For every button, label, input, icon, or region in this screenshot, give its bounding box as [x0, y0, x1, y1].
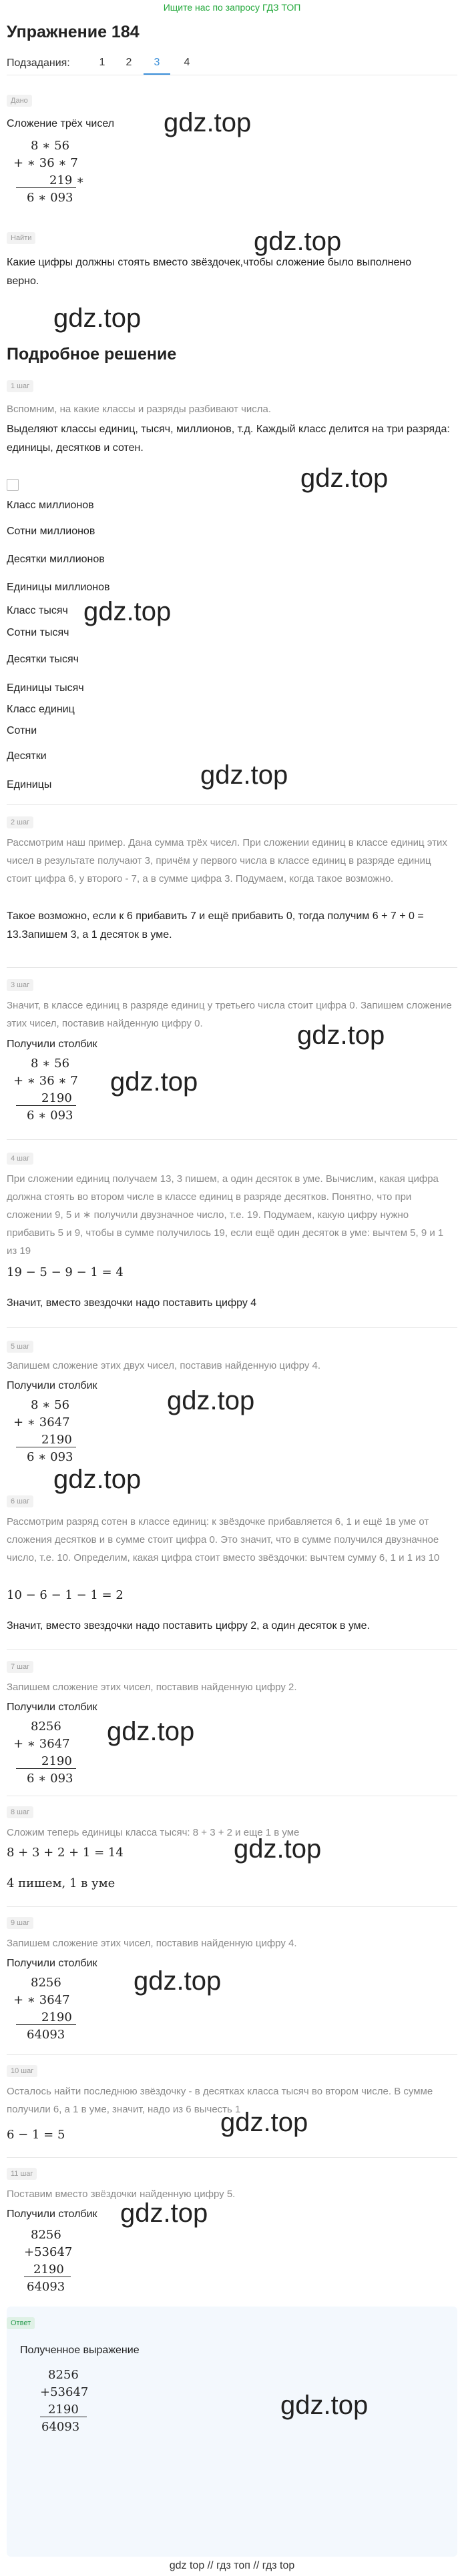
class-item: Класс тысяч: [7, 605, 68, 616]
watermark: gdz.top: [200, 760, 288, 790]
watermark: gdz.top: [53, 303, 142, 333]
step-3-badge: 3 шаг: [7, 979, 33, 991]
watermark: gdz.top: [164, 108, 252, 137]
watermark: gdz.top: [220, 2108, 308, 2137]
class-item: Сотни тысяч: [7, 627, 69, 638]
class-item: Десятки тысяч: [7, 654, 79, 665]
step-3-column: 8 ∗ 56 + ∗ 36 ∗ 7 2190 6 ∗ 093: [13, 1057, 78, 1123]
watermark: gdz.top: [120, 2198, 208, 2228]
class-item: Сотни миллионов: [7, 526, 95, 537]
step-11-gray: Поставим вместо звёздочки найденную цифру 5.: [7, 2188, 236, 2200]
footer-separator: //: [207, 2560, 214, 2571]
step-4-text: Значит, вместо звездочки надо поставить цифру 4: [7, 1297, 257, 1309]
step-4-badge: 4 шаг: [7, 1153, 33, 1165]
step-11-text: Получили столбик: [7, 2208, 97, 2220]
answer-badge: Ответ: [7, 2317, 35, 2329]
watermark: gdz.top: [110, 1067, 198, 1097]
step-2-badge: 2 шаг: [7, 816, 33, 828]
step-6-gray: Рассмотрим разряд сотен в классе единиц: к звёздочке прибавляется 6, 1 и ещё 1в уме от сложения десятков и в сумме стоит цифра 0. Это значит, что в сумме получился двузначное число, т.е. 10. Определим, какая цифра стоит вместо звёздочки: вычтем сумму 6, 1 и 1 из 10: [7, 1516, 440, 1563]
step-3-gray: Значит, в классе единиц в разряде единиц у третьего числа стоит цифра 0. Запишем сложение этих чисел, поставив найденную цифру 0.: [7, 1000, 452, 1029]
step-9-text: Получили столбик: [7, 1958, 97, 1969]
solution-title: Подробное решение: [7, 345, 177, 364]
step-11-badge: 11 шаг: [7, 2168, 37, 2180]
step-2-gray: Рассмотрим наш пример. Дана сумма трёх чисел. При сложении единиц в классе единиц этих чисел в результате получают 3, причём у первого числа в классе единиц в разряде единиц стоит цифра 6, у второго - 7, а в сумме цифра 3. Подумаем, когда такое возможно.: [7, 837, 447, 884]
watermark: gdz.top: [167, 1386, 255, 1415]
class-item: Сотни: [7, 725, 37, 736]
watermark: gdz.top: [280, 2391, 369, 2420]
step-7-text: Получили столбик: [7, 1702, 97, 1713]
watermark: gdz.top: [254, 227, 342, 256]
step-8-gray: Сложим теперь единицы класса тысяч: 8 + 3 + 2 и еще 1 в уме: [7, 1827, 300, 1838]
step-4-gray: При сложении единиц получаем 13, 3 пишем, а один десяток в уме. Вычислим, какая цифра должна стоять во втором числе в классе единиц в разряде десятков. Понятно, что при сложении 9, 5 и ∗ получили двузначное число, т.е. 19. Подумаем, какую цифру нужно прибавить 5 и 9, чтобы в сумме получилось 19, если ещё один десяток в уме: вычтем 5, 9 и 1 из 19: [7, 1173, 444, 1257]
step-9-column: 8256 + ∗ 3647 2190 64093: [7, 1976, 87, 2049]
step-2-text: Такое возможно, если к 6 прибавить 7 и ещё прибавить 0, тогда получим 6 + 7 + 0 = 13.Запишем 3, а 1 десяток в уме.: [7, 910, 424, 940]
watermark: gdz.top: [134, 1966, 222, 1996]
class-item: Десятки миллионов: [7, 554, 105, 565]
step-10-badge: 10 шаг: [7, 2065, 37, 2077]
step-1-gray: Вспомним, на какие классы и разряды разбивают числа.: [7, 404, 272, 415]
step-8-text: 4 пишем, 1 в уме: [7, 1876, 115, 1890]
class-item: Десятки: [7, 750, 47, 762]
step-1-badge: 1 шаг: [7, 380, 33, 392]
subtasks-label: Подзадания:: [7, 57, 70, 69]
step-3-text: Получили столбик: [7, 1039, 97, 1050]
page-title: Упражнение 184: [7, 23, 140, 41]
step-9-gray: Запишем сложение этих чисел, поставив найденную цифру 4.: [7, 1938, 297, 1949]
step-7-badge: 7 шаг: [7, 1661, 33, 1673]
footer: [0, 2560, 464, 2572]
divider: [7, 1327, 457, 1328]
step-6-text: Значит, вместо звездочки надо поставить цифру 2, а один десяток в уме.: [7, 1620, 370, 1632]
step-11-column: 8256 +53647 2190 64093: [24, 2228, 73, 2294]
checkbox[interactable]: [7, 479, 19, 491]
find-badge: Найти: [7, 232, 35, 244]
divider: [7, 2054, 457, 2055]
step-7-gray: Запишем сложение этих чисел, поставив найденную цифру 2.: [7, 1682, 297, 1693]
step-10-formula: 6 − 1 = 5: [7, 2128, 65, 2142]
step-4-formula: 19 − 5 − 9 − 1 = 4: [7, 1265, 124, 1279]
class-item: Класс миллионов: [7, 500, 94, 511]
class-item: Единицы: [7, 779, 52, 790]
footer-separator: //: [253, 2560, 260, 2571]
watermark: gdz.top: [107, 1717, 195, 1746]
divider: [7, 967, 457, 968]
step-6-formula: 10 − 6 − 1 − 1 = 2: [7, 1588, 124, 1602]
answer-column: 8256 +53647 2190 64093: [40, 2368, 89, 2434]
step-5-column: 8 ∗ 56 + ∗ 3647 2190 6 ∗ 093: [7, 1398, 87, 1471]
footer-link[interactable]: гдз топ: [216, 2560, 250, 2571]
given-badge: Дано: [7, 95, 32, 107]
divider: [7, 804, 457, 805]
class-item: Класс единиц: [7, 704, 75, 715]
given-column: 8 ∗ 56 + ∗ 36 ∗ 7 219 ∗ 6 ∗ 093: [13, 139, 85, 205]
step-10-gray: Осталось найти последнюю звёздочку - в десятках класса тысяч во втором числе. В сумме получили 6, а 1 в уме, значит, надо из 6 вычесть 1: [7, 2086, 433, 2115]
class-item: Единицы миллионов: [7, 582, 110, 593]
tab-2[interactable]: 2: [126, 57, 132, 68]
tab-4[interactable]: 4: [184, 57, 190, 68]
divider: [7, 1649, 457, 1650]
watermark: gdz.top: [53, 1465, 142, 1494]
watermark: gdz.top: [83, 597, 172, 626]
top-banner[interactable]: Ищите нас по запросу ГДЗ ТОП: [163, 2, 301, 13]
watermark: gdz.top: [297, 1021, 385, 1050]
step-6-badge: 6 шаг: [7, 1495, 33, 1507]
find-text: Какие цифры должны стоять вместо звёздочек,чтобы сложение было выполнено верно.: [7, 257, 412, 287]
step-7-column: 8256 + ∗ 3647 2190 6 ∗ 093: [7, 1720, 87, 1793]
footer-link[interactable]: gdz top: [169, 2560, 205, 2571]
divider: [7, 1906, 457, 1907]
tab-3[interactable]: 3: [144, 52, 170, 75]
given-text: Сложение трёх чисел: [7, 118, 115, 129]
step-5-gray: Запишем сложение этих двух чисел, поставив найденную цифру 4.: [7, 1360, 321, 1371]
step-9-badge: 9 шаг: [7, 1917, 33, 1929]
watermark: gdz.top: [300, 464, 389, 493]
footer-link[interactable]: гдз top: [262, 2560, 295, 2571]
divider: [7, 2157, 457, 2158]
step-8-formula: 8 + 3 + 2 + 1 = 14: [7, 1846, 124, 1860]
step-1-text: Выделяют классы единиц, тысяч, миллионов, т.д. Каждый класс делится на три разряда: единицы, десятков и сотен.: [7, 424, 450, 454]
step-5-badge: 5 шаг: [7, 1341, 33, 1353]
answer-text: Полученное выражение: [20, 2345, 140, 2356]
tab-1[interactable]: 1: [99, 57, 105, 68]
divider: [7, 1139, 457, 1140]
watermark: gdz.top: [234, 1834, 322, 1864]
class-item: Единицы тысяч: [7, 682, 84, 694]
step-8-badge: 8 шаг: [7, 1806, 33, 1818]
step-5-text: Получили столбик: [7, 1380, 97, 1391]
